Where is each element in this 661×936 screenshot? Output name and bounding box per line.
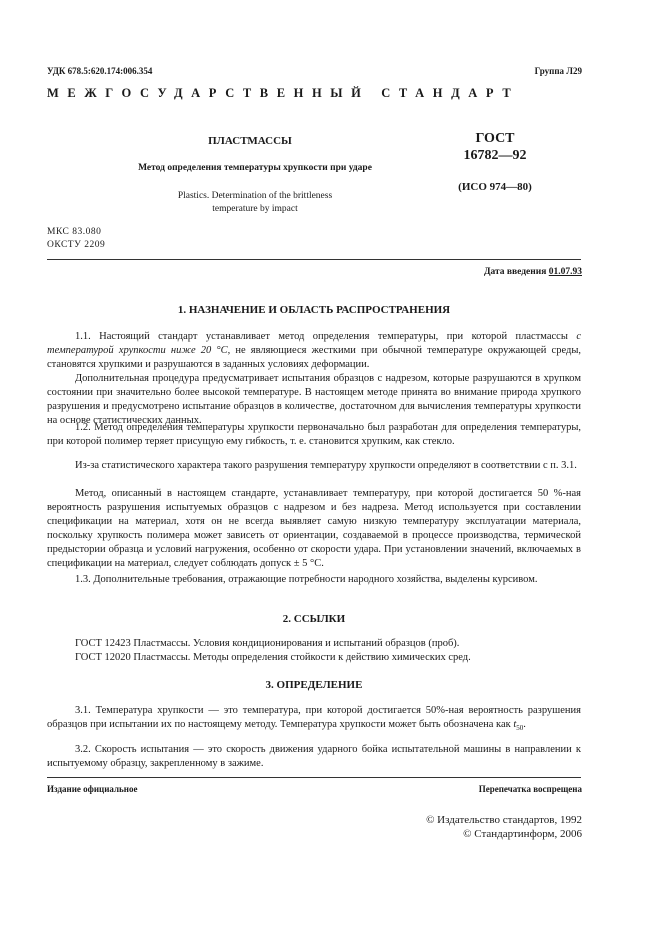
- s3p1-symbol: t: [513, 719, 517, 730]
- page-title: ПЛАСТМАССЫ: [208, 135, 292, 147]
- gost-label: ГОСТ: [475, 131, 515, 146]
- header-divider: [47, 259, 581, 260]
- section1-paragraph3: 1.2. Метод определения температуры хрупкости первоначально был разработан для определения температуры, при которой полимер теряет присущую ему гибкость, т. е. становится хрупким, как стекло.: [47, 422, 581, 447]
- gost-number: 16782—92: [463, 148, 527, 163]
- iso-number: (ИСО 974—80): [458, 181, 532, 193]
- section1-paragraph2: Дополнительная процедура предусматривает испытания образцов с надрезом, которые разрушаются в хрупком состоянии при значительно более высокой температуре. В настоящем методе принята во внимание природа хрупкого разрушения и предусмотрено испытание образцов в количестве, достаточном для вычисления температуры хрупкости на основе статистических данных.: [47, 373, 581, 426]
- group-code: Группа Л29: [534, 66, 582, 76]
- reference-gost-12423: ГОСТ 12423 Пластмассы. Условия кондиционирования и испытаний образцов (проб).: [75, 638, 460, 649]
- copyright-line2: © Стандартинформ, 2006: [463, 828, 582, 840]
- s3p1-end: .: [523, 719, 526, 730]
- banner-title: МЕЖГОСУДАРСТВЕННЫЙ СТАНДАРТ: [47, 86, 520, 100]
- section1-heading: 1. НАЗНАЧЕНИЕ И ОБЛАСТЬ РАСПРОСТРАНЕНИЯ: [177, 304, 451, 316]
- s3p1-subscript: 50: [516, 724, 524, 733]
- footer-divider: [47, 777, 581, 778]
- mks-code: МКС 83.080: [47, 227, 102, 237]
- udk-code: УДК 678.5:620.174:006.354: [47, 66, 153, 76]
- reprint-label: Перепечатка воспрещена: [478, 784, 582, 794]
- edition-label: Издание официальное: [47, 784, 138, 794]
- copyright-line1: © Издательство стандартов, 1992: [426, 814, 582, 826]
- intro-date-label: Дата введения: [483, 267, 547, 277]
- section3-paragraph1: [47, 704, 581, 735]
- section1-paragraph1: [47, 330, 581, 372]
- intro-date-value: 01.07.93: [548, 267, 582, 277]
- section1-paragraph4: Из-за статистического характера такого разрушения температуру хрупкости определяют в соответствии с п. 3.1.: [75, 460, 577, 471]
- english-title-line1: Plastics. Determination of the brittleness: [177, 191, 333, 201]
- s3p1-text: 3.1. Температура хрупкости — это температура, при которой достигается 50%-ная вероятность разрушения образцов при испытании их по настоящему методу. Температура хрупкости может быть обозначена как: [47, 705, 581, 730]
- intro-date: [484, 267, 582, 277]
- s1p1-text-a: 1.1. Настоящий стандарт устанавливает метод определения температуры, при которой пластмассы: [75, 331, 577, 342]
- section2-heading: 2. ССЫЛКИ: [282, 613, 346, 625]
- section3-heading: 3. ОПРЕДЕЛЕНИЕ: [265, 679, 363, 691]
- section1-paragraph6: 1.3. Дополнительные требования, отражающие потребности народного хозяйства, выделены курсивом.: [75, 574, 538, 585]
- s1p1-italic: с температурой хрупкости ниже 20 °С,: [47, 331, 581, 356]
- okstu-code: ОКСТУ 2209: [47, 240, 106, 250]
- s1p1-text-b: не являющиеся жесткими при обычной температуре окружающей среды, становятся хрупкими и разрушаются в заданных условиях деформации.: [47, 345, 581, 370]
- section3-paragraph2: 3.2. Скорость испытания — это скорость движения ударного бойка испытательной машины в направлении к испытуемому образцу, закрепленному в зажиме.: [47, 744, 581, 769]
- page-subtitle: Метод определения температуры хрупкости при ударе: [138, 163, 372, 173]
- reference-gost-12020: ГОСТ 12020 Пластмассы. Методы определения стойкости к действию химических сред.: [75, 652, 471, 663]
- section1-paragraph5: Метод, описанный в настоящем стандарте, устанавливает температуру, при которой достигается 50 %-ная вероятность разрушения испытуемых образцов с надрезом и без надреза. Метод используется при составлении спецификации на материал, хотя он не всегда выявляет самую низкую температуру эксплуатации материала, поскольку хрупкость полимера может зависеть от ориентации, создаваемой в процессе производства, термической предыстории образца и условий нагружения, особенно от скорости удара. При установлении значений, включаемых в спецификации на материал, следует соблюдать допуск ± 5 °С.: [47, 488, 581, 569]
- english-title-line2: temperature by impact: [212, 204, 298, 214]
